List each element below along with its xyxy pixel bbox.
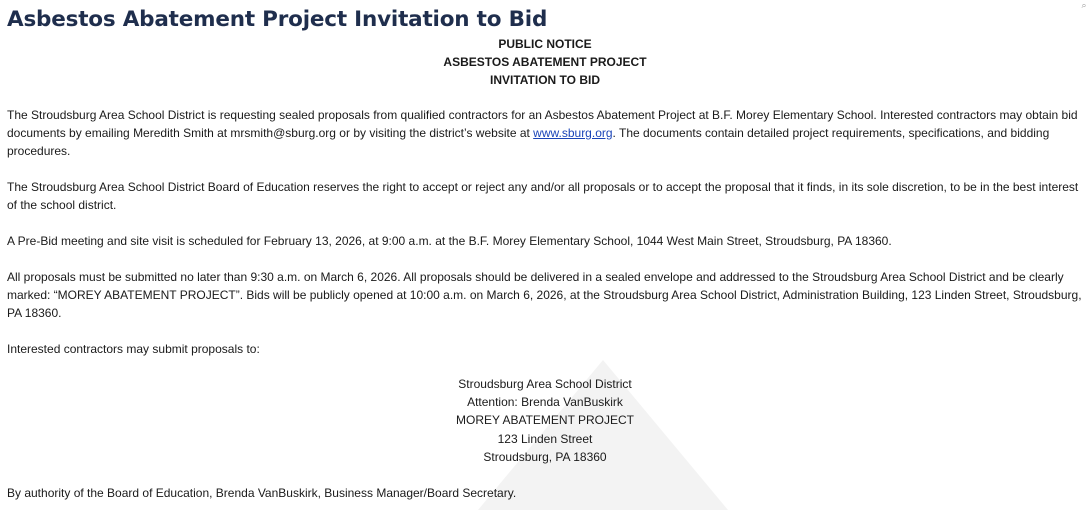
address-line-project: MOREY ABATEMENT PROJECT [455, 413, 635, 428]
paragraph-request-proposals [7, 106, 1082, 160]
mailing-address [0, 375, 1090, 466]
paragraph-authority: By authority of the Board of Education, Brenda VanBuskirk, Business Manager/Board Secretary. [7, 486, 517, 500]
page-title: Asbestos Abatement Project Invitation to Bid [7, 7, 548, 32]
search-icon[interactable]: ⌕ [1081, 0, 1087, 10]
notice-line-public-notice: PUBLIC NOTICE [498, 37, 592, 51]
address-line-district: Stroudsburg Area School District [458, 377, 632, 391]
paragraph-submission-deadline: All proposals must be submitted no later than 9:30 a.m. on March 6, 2026. All proposals should be delivered in a sealed envelope and addressed to the Stroudsburg Area School District and be clearly marked: “MOREY ABATEMENT PROJECT”. Bids will be publicly opened at 10:00 a.m. on March 6, 2026, at the Stroudsburg Area School District, Administration Building, 123 Linden Street, Stroudsburg, PA 18360. [7, 270, 1082, 320]
notice-line-project: ASBESTOS ABATEMENT PROJECT [443, 55, 647, 69]
address-line-street: 123 Linden Street [497, 431, 593, 446]
paragraph-board-rights: The Stroudsburg Area School District Board of Education reserves the right to accept or reject any and/or all proposals or to accept the proposal that it finds, in its sole discretion, to be in the best interest of the school district. [7, 180, 1079, 212]
paragraph-text-after-link: . The documents contain detailed project requirements, specifications, and bidding procedures. [7, 126, 1050, 158]
notice-header [0, 35, 1090, 89]
paragraph-submit-to: Interested contractors may submit proposals to: [7, 342, 260, 356]
notice-line-invitation: INVITATION TO BID [490, 73, 600, 87]
paragraph-pre-bid-meeting: A Pre-Bid meeting and site visit is scheduled for February 13, 2026, at 9:00 a.m. at the B.F. Morey Elementary School, 1044 West Main Street, Stroudsburg, PA 18360. [7, 234, 892, 248]
district-website-link[interactable]: www.sburg.org [533, 126, 613, 140]
address-line-city: Stroudsburg, PA 18360 [483, 449, 607, 464]
address-line-attention: Attention: Brenda VanBuskirk [467, 395, 623, 410]
paragraph-text-before-link: The Stroudsburg Area School District is requesting sealed proposals from qualified contractors for an Asbestos Abatement Project at B.F. Morey Elementary School. Interested contractors may obtain bid documents by emailing Meredith Smith at mrsmith@sburg.org or by visiting the district’s website at [7, 108, 1078, 140]
